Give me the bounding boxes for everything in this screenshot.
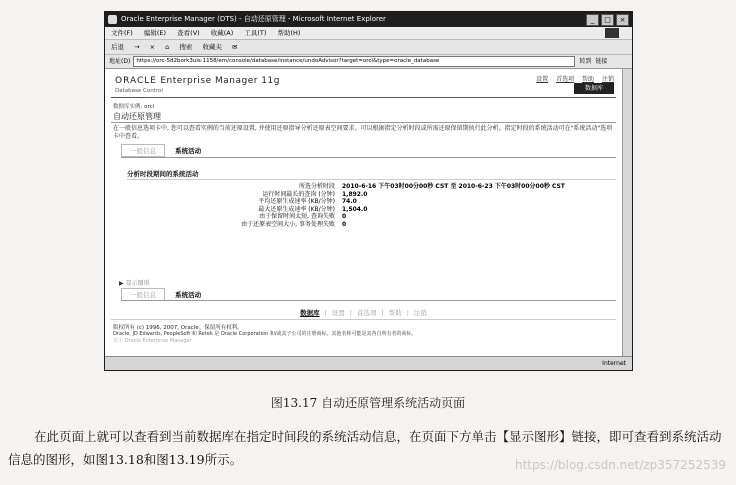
footer-links: 数据库 | 设置 | 首选项 | 帮助 | 注销 bbox=[300, 309, 427, 317]
title-divider bbox=[111, 122, 616, 123]
instance-breadcrumb[interactable]: 数据库实例: orcl bbox=[113, 104, 155, 110]
stat-value: 2010-6-16 下午03时00分00秒 CST 至 2010-6-23 下午03时00分00秒 CST bbox=[342, 183, 565, 190]
page-description: 在一般信息选项卡中, 您可以查看实例的当前还原设置, 并使用还原指导分析还原表空间要求。可以根据指定分析时段或所需还原保留期执行此分析。指定时段的系统活动可在"系统活动"选项卡中查看。 bbox=[113, 125, 613, 140]
footer-divider bbox=[111, 319, 616, 320]
home-button[interactable]: ⌂ bbox=[165, 43, 170, 51]
tab-divider-bottom bbox=[121, 300, 616, 301]
tab-strip bbox=[121, 144, 209, 157]
security-zone: Internet bbox=[602, 360, 626, 367]
maximize-button[interactable]: □ bbox=[601, 14, 614, 26]
windows-logo-icon bbox=[605, 28, 619, 38]
about-link[interactable]: 关于 Oracle Enterprise Manager bbox=[113, 338, 192, 344]
status-bar bbox=[105, 356, 632, 370]
mail-icon[interactable]: ✉ bbox=[232, 43, 238, 51]
close-button[interactable]: × bbox=[616, 14, 629, 26]
footer-link-database[interactable]: 数据库 bbox=[300, 309, 320, 317]
vertical-scrollbar[interactable] bbox=[622, 69, 632, 356]
stat-row bbox=[105, 213, 625, 221]
section-divider bbox=[127, 179, 616, 180]
link-preferences[interactable]: 首选项 bbox=[556, 76, 575, 83]
menu-file[interactable]: 文件(F) bbox=[111, 29, 133, 37]
stat-row bbox=[105, 191, 625, 199]
trademark-text: Oracle, JD Edwards, PeopleSoft 和 Retek 是 Oracle Corporation 和/或其子公司的注册商标。其他名称可能是其各自所有者的商标。 bbox=[113, 331, 417, 337]
address-input[interactable]: https://orc-5d2bork3uls:1158/em/console/database/instance/undoAdvisor?target=orcl&type=oracle_database bbox=[133, 56, 575, 67]
go-button[interactable]: 转到 bbox=[579, 58, 592, 65]
menu-tools[interactable]: 工具(T) bbox=[244, 29, 267, 37]
stat-label: 由于还原表空间大小, 事务处理失败 bbox=[241, 220, 335, 228]
page-title: 自动还原管理 bbox=[113, 112, 161, 121]
stat-value: 1,504.0 bbox=[342, 205, 368, 213]
title-bar bbox=[105, 12, 632, 27]
browser-screenshot bbox=[104, 11, 633, 371]
product-subtitle: Database Control bbox=[115, 88, 163, 94]
favorites-button[interactable]: 收藏夹 bbox=[202, 43, 222, 51]
stat-label: 所选分析时段 bbox=[298, 183, 335, 190]
link-logout[interactable]: 注销 bbox=[601, 76, 614, 83]
section-title: 分析时段期间的系统活动 bbox=[127, 170, 199, 178]
address-bar bbox=[105, 55, 632, 69]
menu-edit[interactable]: 编辑(E) bbox=[143, 29, 167, 37]
stat-value: 74.0 bbox=[342, 198, 357, 205]
show-graph-link[interactable]: ▶ 显示图形 bbox=[119, 280, 150, 287]
window-title: Oracle Enterprise Manager (DTS) - 自动还原管理 - Microsoft Internet Explorer bbox=[121, 15, 386, 23]
stat-label: 运行时间最长的查询 (分钟) bbox=[262, 190, 335, 198]
stat-row bbox=[105, 206, 625, 214]
window-controls bbox=[586, 14, 629, 26]
tab-divider bbox=[121, 157, 616, 158]
tab-general[interactable]: 一般信息 bbox=[121, 144, 165, 157]
link-setup[interactable]: 设置 bbox=[536, 76, 549, 83]
watermark: https://blog.csdn.net/zp357252539 bbox=[515, 458, 726, 472]
links-button[interactable]: 链接 bbox=[595, 58, 608, 65]
tab-system-activity[interactable]: 系统活动 bbox=[175, 147, 202, 155]
expand-triangle-icon: ▶ bbox=[119, 280, 124, 287]
stat-value: 1,892.0 bbox=[342, 190, 368, 198]
footer-link-preferences[interactable]: 首选项 bbox=[357, 309, 377, 317]
page-content bbox=[105, 69, 622, 356]
menu-help[interactable]: 帮助(H) bbox=[277, 29, 301, 37]
header-divider bbox=[111, 97, 616, 98]
stat-row bbox=[105, 183, 625, 191]
browser-toolbar bbox=[105, 40, 632, 55]
copyright-text: 版权所有 (c) 1996, 2007, Oracle。保留所有权利。 bbox=[113, 325, 243, 331]
stat-value: 0 bbox=[342, 220, 347, 228]
menu-view[interactable]: 查看(V) bbox=[177, 29, 200, 37]
menu-bar bbox=[105, 27, 632, 40]
global-links bbox=[530, 74, 614, 83]
activity-stats bbox=[105, 183, 625, 228]
stat-value: 0 bbox=[342, 213, 347, 220]
stat-row bbox=[105, 221, 625, 229]
stop-button[interactable]: × bbox=[149, 43, 156, 51]
footer-link-logout[interactable]: 注销 bbox=[413, 309, 427, 317]
stat-label: 由于保留时间太短, 查询失败 bbox=[259, 213, 335, 220]
menu-favorites[interactable]: 收藏(A) bbox=[210, 29, 234, 37]
footer-link-help[interactable]: 帮助 bbox=[388, 309, 402, 317]
forward-button[interactable]: → bbox=[134, 43, 140, 51]
minimize-button[interactable]: _ bbox=[586, 14, 599, 26]
back-button[interactable]: 后退 bbox=[111, 43, 124, 51]
tab-system-activity-bottom[interactable]: 系统活动 bbox=[175, 291, 202, 299]
search-button[interactable]: 搜索 bbox=[179, 43, 193, 51]
body-paragraph: 在此页面上就可以查看到当前数据库在指定时间段的系统活动信息，在页面下方单击【显示图形】链接，即可查看到系统活动信息的图形，如图13.18和图13.19所示。 bbox=[8, 429, 722, 467]
ie-icon bbox=[108, 15, 117, 24]
footer-link-setup[interactable]: 设置 bbox=[331, 309, 345, 317]
stat-row bbox=[105, 198, 625, 206]
stat-label: 平均还原生成速率 (KB/分钟) bbox=[258, 198, 335, 205]
figure-caption: 图13.17 自动还原管理系统活动页面 bbox=[270, 396, 466, 410]
link-help[interactable]: 帮助 bbox=[582, 76, 595, 83]
stat-label: 最大还原生成速率 (KB/分钟) bbox=[258, 205, 335, 213]
oracle-logo: ORACLE Enterprise Manager 11g bbox=[115, 76, 280, 86]
address-label: 地址(D) bbox=[109, 58, 131, 65]
database-tab[interactable]: 数据库 bbox=[574, 83, 614, 94]
tab-general-bottom[interactable]: 一般信息 bbox=[121, 288, 165, 301]
